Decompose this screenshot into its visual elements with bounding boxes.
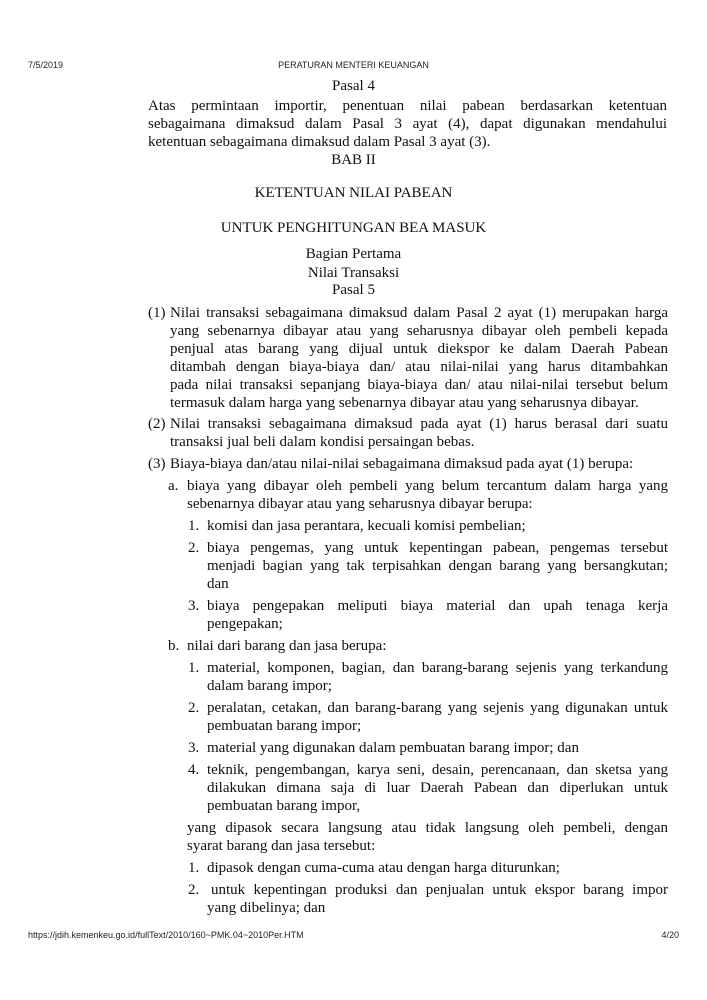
pasal-4-heading: Pasal 4 — [332, 78, 375, 94]
list-item-line: material yang digunakan dalam pembuatan barang impor; dan — [207, 740, 579, 756]
ayat-number: (3) — [148, 456, 166, 472]
paragraph-line: Nilai transaksi sebagaimana dimaksud pada ayat (1) harus berasal dari suatu — [170, 416, 668, 432]
list-item-line: material, komponen, bagian, dan barang-barang sejenis yang terkandung — [207, 660, 668, 676]
bagian-heading: Bagian Pertama — [305, 246, 402, 262]
list-item-line: menjadi bagian yang tak terpisahkan dengan barang yang bersangkutan; — [207, 558, 668, 574]
page-number: 4/20 — [661, 930, 679, 940]
paragraph-line: sebagaimana dimaksud dalam Pasal 3 ayat (4), dapat digunakan mendahului — [148, 116, 667, 132]
print-date: 7/5/2019 — [28, 60, 64, 70]
list-number: 1. — [188, 660, 200, 676]
list-number: 3. — [188, 740, 200, 756]
ayat-number: (2) — [148, 416, 166, 432]
list-item-line: komisi dan jasa perantara, kecuali komisi pembelian; — [207, 518, 526, 534]
list-item-line: dalam barang impor; — [207, 678, 332, 694]
paragraph-line: ditambah dengan biaya-biaya dan/ atau nilai-nilai yang harus ditambahkan — [170, 359, 668, 375]
list-letter: b. — [168, 638, 180, 654]
list-number: 1. — [188, 860, 200, 876]
print-header-title: PERATURAN MENTERI KEUANGAN — [278, 60, 429, 70]
bab-number: BAB II — [331, 152, 376, 168]
list-item-line: pengepakan; — [207, 616, 283, 632]
list-item-line: peralatan, cetakan, dan barang-barang yang sejenis yang digunakan untuk — [207, 700, 668, 716]
list-number: 3. — [188, 598, 200, 614]
paragraph-line: penjual atas barang yang dijual untuk diekspor ke dalam Daerah Pabean — [170, 341, 668, 357]
paragraph-line: termasuk dalam harga yang sebenarnya dibayar atau yang seharusnya dibayar. — [170, 395, 639, 411]
list-item-line: dilakukan dimana saja di luar Daerah Pabean dan diperlukan untuk — [207, 780, 668, 796]
paragraph-line: Nilai transaksi sebagaimana dimaksud dalam Pasal 2 ayat (1) merupakan harga — [170, 305, 668, 321]
paragraph-line: yang dipasok secara langsung atau tidak langsung oleh pembeli, dengan — [187, 820, 668, 836]
list-item-line: dipasok dengan cuma-cuma atau dengan harga diturunkan; — [207, 860, 560, 876]
paragraph-line: syarat barang dan jasa tersebut: — [187, 838, 376, 854]
list-item-line: untuk kepentingan produksi dan penjualan untuk ekspor barang impor — [211, 882, 668, 898]
list-number: 2. — [188, 882, 200, 898]
list-item-line: biaya pengepakan meliputi biaya material dan upah tenaga kerja — [207, 598, 668, 614]
source-url: https://jdih.kemenkeu.go.id/fullText/2010/160~PMK.04~2010Per.HTM — [28, 930, 304, 940]
list-item-line: biaya pengemas, yang untuk kepentingan pabean, pengemas tersebut — [207, 540, 668, 556]
pasal-5-heading: Pasal 5 — [332, 282, 375, 298]
bagian-title: Nilai Transaksi — [307, 265, 400, 281]
paragraph-line: Biaya-biaya dan/atau nilai-nilai sebagaimana dimaksud pada ayat (1) berupa: — [170, 456, 634, 472]
list-number: 2. — [188, 540, 200, 556]
paragraph-line: nilai dari barang dan jasa berupa: — [187, 638, 387, 654]
list-item-line: dan — [207, 576, 229, 592]
paragraph-line: ketentuan sebagaimana dimaksud dalam Pasal 3 ayat (3). — [148, 134, 491, 150]
paragraph-line: biaya yang dibayar oleh pembeli yang belum tercantum dalam harga yang — [187, 478, 668, 494]
list-item-line: yang dibelinya; dan — [207, 900, 326, 916]
list-number: 2. — [188, 700, 200, 716]
paragraph-line: pada nilai transaksi sepanjang biaya-biaya dan/ atau nilai-nilai tersebut belum — [170, 377, 668, 393]
ayat-number: (1) — [148, 305, 166, 321]
paragraph-line: sebenarnya dibayar atau yang seharusnya dibayar berupa: — [187, 496, 533, 512]
list-item-line: teknik, pengembangan, karya seni, desain, perencanaan, dan sketsa yang — [207, 762, 668, 778]
list-item-line: pembuatan barang impor; — [207, 718, 362, 734]
list-number: 1. — [188, 518, 200, 534]
bab-title: KETENTUAN NILAI PABEAN — [254, 185, 453, 201]
paragraph-line: yang sebenarnya dibayar atau yang seharusnya dibayar oleh pembeli kepada — [170, 323, 668, 339]
list-letter: a. — [168, 478, 179, 494]
paragraph-line: Atas permintaan importir, penentuan nilai pabean berdasarkan ketentuan — [148, 98, 667, 114]
list-number: 4. — [188, 762, 200, 778]
list-item-line: pembuatan barang impor, — [207, 798, 361, 814]
paragraph-line: transaksi jual beli dalam kondisi persaingan bebas. — [170, 434, 475, 450]
bab-subtitle: UNTUK PENGHITUNGAN BEA MASUK — [220, 220, 487, 236]
